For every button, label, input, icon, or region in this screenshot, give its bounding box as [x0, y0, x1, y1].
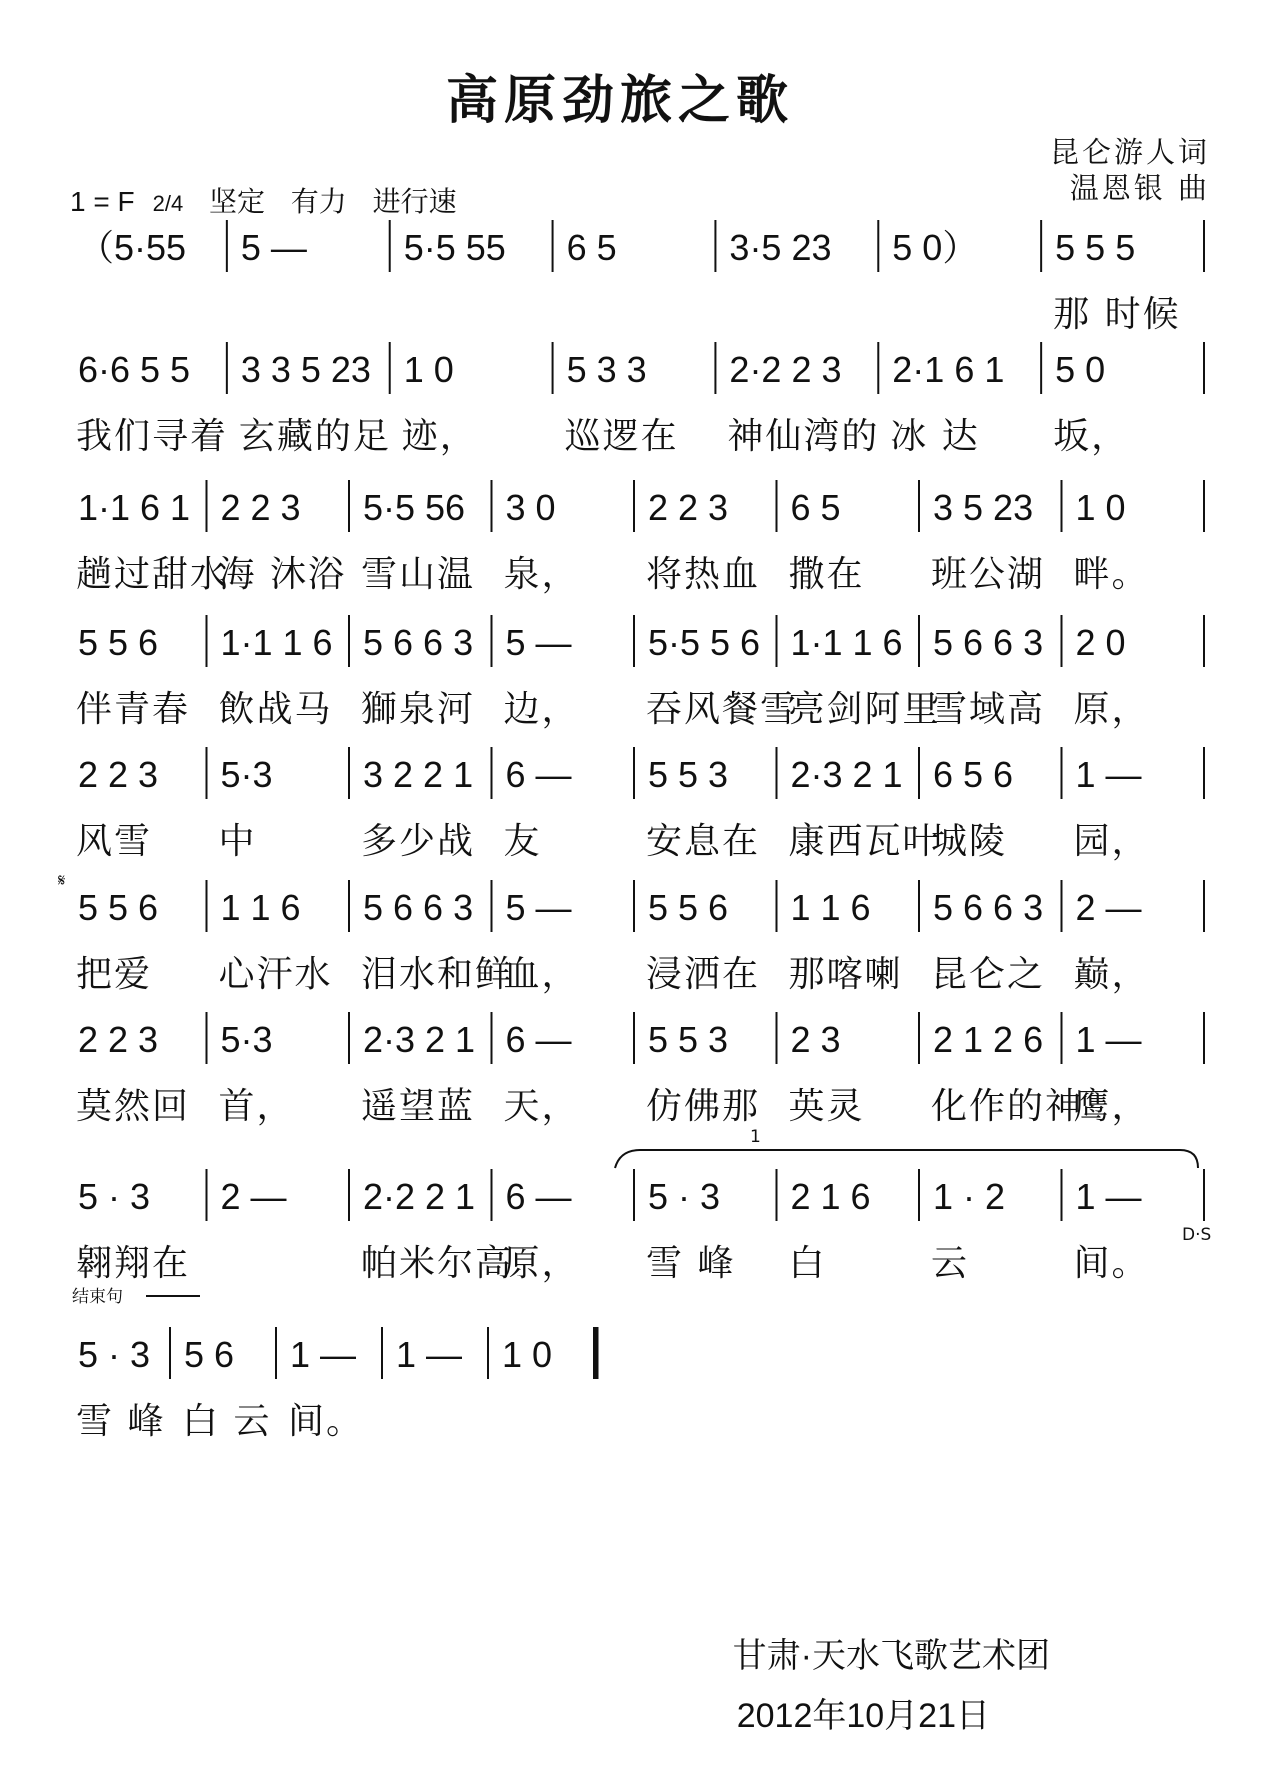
note-group: 1 0 [403, 349, 454, 390]
note-group: 2·2 2 1 [363, 1176, 476, 1217]
note-group: 5·5 55 [403, 227, 506, 268]
lyric-text: 班公湖 [931, 554, 1046, 595]
note-group: 1 — [396, 1334, 463, 1375]
note-group: 6 — [505, 1176, 572, 1217]
meter-label: 2/4 [152, 191, 184, 216]
note-group: 6 — [505, 1019, 572, 1060]
lyric-text: 多少战 [361, 821, 476, 862]
lyric-text: 英灵 [788, 1086, 865, 1127]
note-group: 5 0 [1055, 349, 1106, 390]
lyric-text: 把爱 [76, 954, 153, 995]
note-group: 5 6 6 3 [933, 887, 1044, 928]
note-group: 2 1 6 [790, 1176, 871, 1217]
note-group: 1·1 1 6 [790, 622, 903, 663]
note-group: （5·55 [78, 227, 187, 268]
note-group: 5·3 [220, 754, 273, 795]
lyric-text: 园， [1073, 821, 1150, 862]
lyric-text: 鹰， [1073, 1086, 1150, 1127]
lyric-text: 吞风餐雪 [646, 689, 799, 730]
lyric-text: 遥望蓝 [361, 1086, 476, 1127]
note-group: 2·2 2 3 [729, 349, 842, 390]
note-group: 5·3 [220, 1019, 273, 1060]
note-group: 5 · 3 [648, 1176, 721, 1217]
note-group: 2·1 6 1 [892, 349, 1005, 390]
note-group: 5 5 6 [78, 887, 159, 928]
note-group: 6 5 [566, 227, 617, 268]
lyric-text: 昆仑之 [931, 954, 1046, 995]
lyric-text: 雪山温 [361, 554, 476, 595]
lyric-text: 风雪 [76, 821, 153, 862]
note-group: 6 5 [790, 487, 841, 528]
note-group: 2 3 [790, 1019, 841, 1060]
lyric-text: 那喀喇 [788, 954, 903, 995]
lyric-text: 那 时候 [1053, 294, 1181, 335]
lyric-text: 海 沐浴 [218, 554, 346, 595]
note-group: 3 5 23 [933, 487, 1034, 528]
note-group: 1 — [1075, 1019, 1142, 1060]
lyric-text: 浸洒在 [646, 954, 761, 995]
lyric-text: 迹， [401, 416, 478, 457]
lyric-text: 友 [503, 821, 542, 862]
note-group: 2·3 2 1 [363, 1019, 476, 1060]
note-group: 3·5 23 [729, 227, 832, 268]
volta-bracket [615, 1150, 1198, 1168]
note-group: 5 5 6 [648, 887, 729, 928]
note-group: 1 1 6 [790, 887, 871, 928]
lyric-text: 伴青春 [76, 689, 191, 730]
lyric-text: 冰 达 [890, 416, 980, 457]
note-group: 3 0 [505, 487, 556, 528]
note-group: 5 · 3 [78, 1334, 151, 1375]
lyric-text: 化作的神 [931, 1086, 1084, 1127]
note-group: 3 2 2 1 [363, 754, 474, 795]
lyric-text: 血， [503, 954, 580, 995]
note-group: 5 5 3 [648, 754, 729, 795]
ending-label: 结束句 [72, 1287, 123, 1307]
lyric-text: 心汗水 [218, 954, 333, 995]
note-group: 5 6 6 3 [363, 622, 474, 663]
note-group: 2 — [1075, 887, 1142, 928]
lyric-text: 翱翔在 [76, 1243, 191, 1284]
lyric-text: 白 [788, 1243, 827, 1284]
footer-date: 2012年10月21日 [736, 1697, 990, 1735]
lyric-text: 云 [931, 1243, 970, 1284]
lyric-text: 仿佛那 [646, 1086, 761, 1127]
note-group: 5 — [240, 227, 307, 268]
note-group: 1 — [1075, 1176, 1142, 1217]
lyric-text: 玄藏的足 [238, 416, 391, 457]
lyric-text: 莫然回 [76, 1086, 191, 1127]
lyric-text: 间。 [1073, 1243, 1150, 1284]
note-group: 1 — [1075, 754, 1142, 795]
note-group: 5 6 6 3 [363, 887, 474, 928]
note-group: 5 0） [892, 227, 979, 268]
note-group: 5 5 5 [1055, 227, 1136, 268]
note-group: 1·1 6 1 [78, 487, 191, 528]
lyric-text: 我们寻着 [76, 416, 229, 457]
lyricist-credit: 昆仑游人词 [1049, 135, 1210, 169]
song-title: 高原劲旅之歌 [445, 70, 794, 131]
volta-number: 1 [750, 1127, 761, 1147]
note-group: 6 5 6 [933, 754, 1014, 795]
note-group: 6·6 5 5 [78, 349, 191, 390]
note-group: 1 0 [1075, 487, 1126, 528]
lyric-text: 亮剑阿里 [788, 689, 941, 730]
segno-mark: 𝄋 [58, 871, 66, 891]
note-group: 5·5 5 6 [648, 622, 761, 663]
note-group: 5 — [505, 887, 572, 928]
note-group: 5·5 56 [363, 487, 466, 528]
lyric-text: 中 [218, 821, 257, 862]
note-group: 2 — [220, 1176, 287, 1217]
note-group: 1 1 6 [220, 887, 301, 928]
lyric-text: 泉， [503, 554, 580, 595]
tempo-mark-3: 进行速 [372, 186, 457, 217]
note-group: 2 1 2 6 [933, 1019, 1044, 1060]
note-group: 2 0 [1075, 622, 1126, 663]
note-group: 5 · 3 [78, 1176, 151, 1217]
lyric-text: 泪水和鲜 [361, 954, 514, 995]
lyric-text: 飲战马 [218, 689, 333, 730]
lyric-text: 城陵 [931, 821, 1008, 862]
note-group: 1 · 2 [933, 1176, 1006, 1217]
footer-org: 甘肃·天水飞歌艺术团 [732, 1637, 1050, 1675]
note-group: 2 2 3 [78, 1019, 159, 1060]
note-group: 3 3 5 23 [240, 349, 371, 390]
lyric-text: 趟过甜水 [76, 554, 229, 595]
note-group: 2 2 3 [220, 487, 301, 528]
lyric-text: 康西瓦叶 [788, 821, 941, 862]
lyric-text: 安息在 [646, 821, 761, 862]
note-group: 1 0 [502, 1334, 553, 1375]
lyric-text: 天， [503, 1086, 580, 1127]
lyric-text: 坂， [1053, 416, 1130, 457]
lyric-text: 原， [503, 1243, 580, 1284]
lyric-text: 撒在 [788, 554, 865, 595]
note-group: 1·1 1 6 [220, 622, 333, 663]
note-group: 2 2 3 [78, 754, 159, 795]
lyric-text: 神仙湾的 [727, 416, 880, 457]
tempo-mark-2: 有力 [290, 186, 347, 217]
lyric-text: 巅， [1073, 954, 1150, 995]
lyric-text: 畔。 [1073, 554, 1150, 595]
lyric-text: 獅泉河 [361, 689, 476, 730]
note-group: 5 6 6 3 [933, 622, 1044, 663]
note-group: 5 3 3 [566, 349, 647, 390]
lyric-text: 雪 峰 [646, 1243, 736, 1284]
lyric-text: 帕米尔高 [361, 1243, 514, 1284]
lyric-text: 边， [503, 689, 580, 730]
lyric-text: 首， [218, 1086, 295, 1127]
lyric-text: 巡逻在 [564, 416, 679, 457]
note-group: 5 6 [184, 1334, 235, 1375]
note-group: 5 5 6 [78, 622, 159, 663]
lyric-text: 雪 峰 [76, 1401, 166, 1442]
note-group: 5 — [505, 622, 572, 663]
key-label: 1 = F [70, 186, 135, 217]
lyric-text: 将热血 [646, 554, 761, 595]
note-group: 6 — [505, 754, 572, 795]
tempo-mark-1: 坚定 [208, 186, 265, 217]
ds-mark: D·S [1182, 1225, 1212, 1245]
lyric-text: 间。 [288, 1401, 365, 1442]
composer-credit: 温恩银 曲 [1069, 171, 1210, 205]
lyric-text: 雪域高 [931, 689, 1046, 730]
lyric-text: 白 云 [182, 1401, 272, 1442]
note-group: 2·3 2 1 [790, 754, 903, 795]
note-group: 5 5 3 [648, 1019, 729, 1060]
note-group: 1 — [290, 1334, 357, 1375]
lyric-text: 原， [1073, 689, 1150, 730]
note-group: 2 2 3 [648, 487, 729, 528]
